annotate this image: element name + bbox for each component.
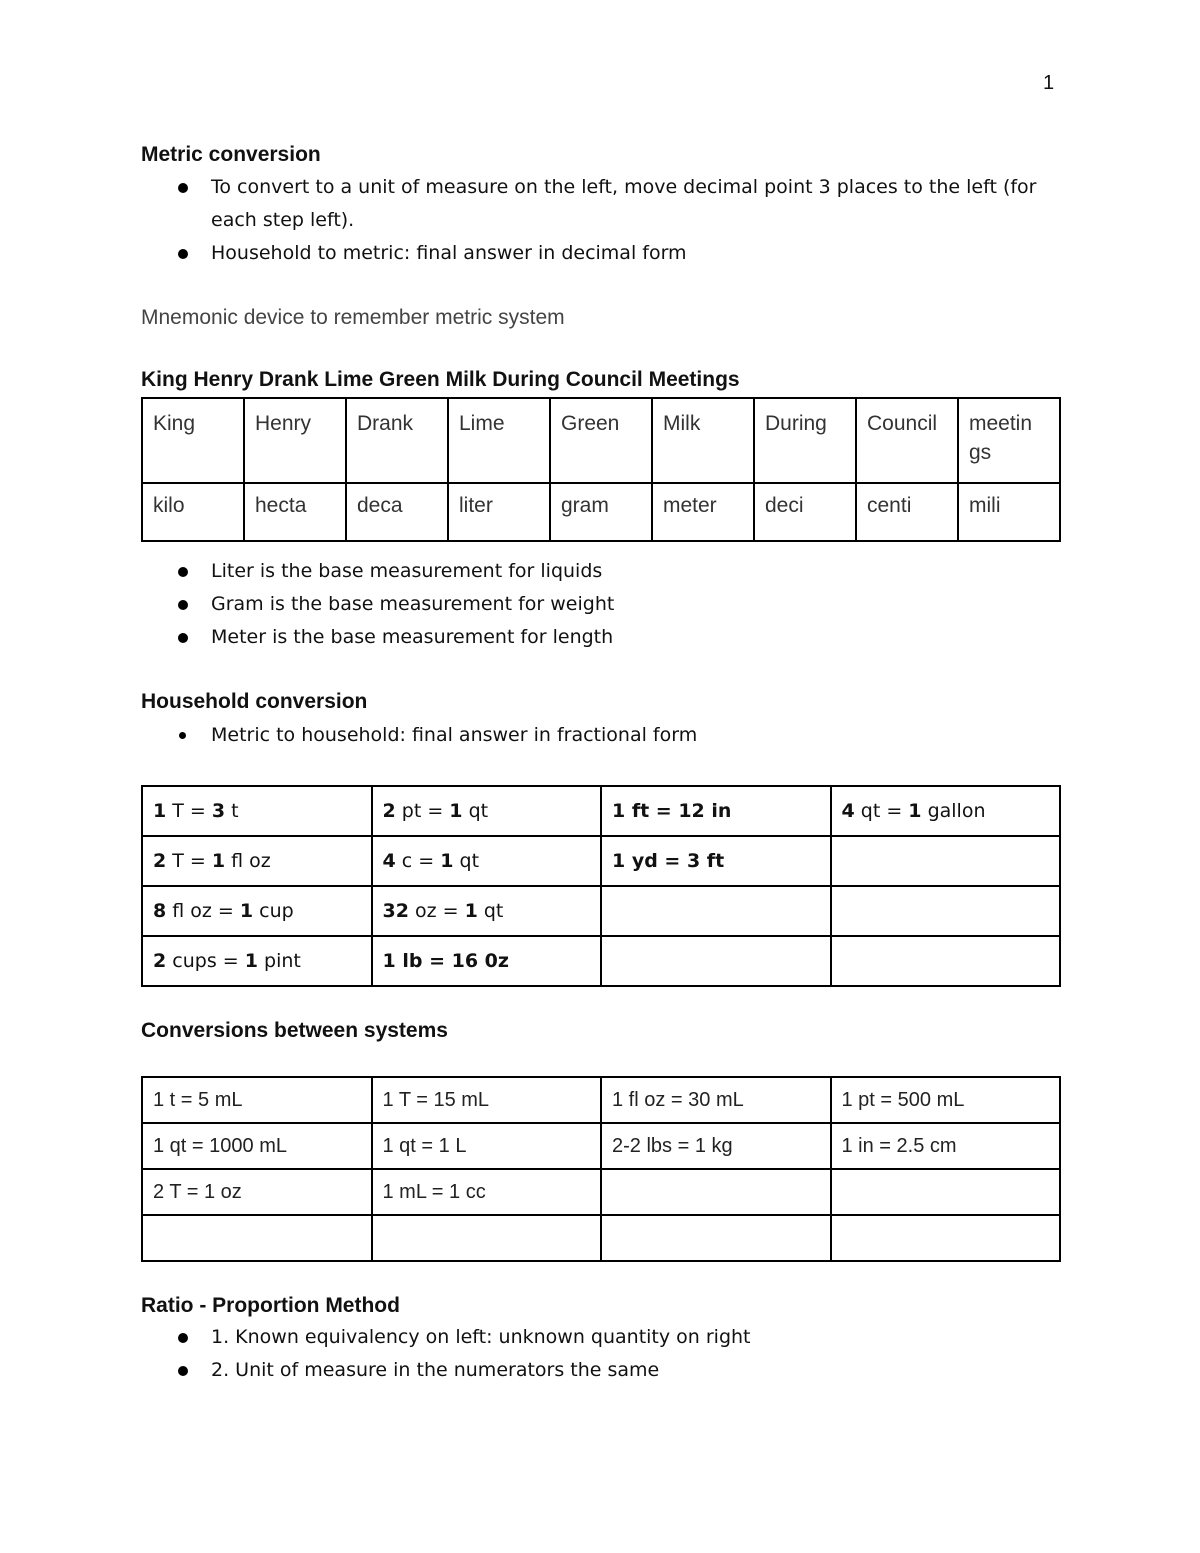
table-cell: gram: [550, 483, 652, 541]
table-cell: liter: [448, 483, 550, 541]
mnemonic-label: Mnemonic device to remember metric system: [141, 306, 565, 329]
table-row: [142, 936, 1060, 986]
table-cell: 1 T = 3 t: [142, 786, 372, 836]
table-cell: 1 yd = 3 ft: [601, 836, 831, 886]
table-cell: 1 pt = 500 mL: [831, 1077, 1061, 1123]
table-cell: 8 fl oz = 1 cup: [142, 886, 372, 936]
table-cell: 2-2 lbs = 1 kg: [601, 1123, 831, 1169]
household-table-body: [142, 786, 1060, 986]
table-cell: deca: [346, 483, 448, 541]
mnemonic-title: King Henry Drank Lime Green Milk During Council Meetings: [141, 368, 740, 391]
table-cell: Henry: [244, 398, 346, 483]
household-bullet-list: [141, 719, 1061, 752]
table-cell: deci: [754, 483, 856, 541]
table-cell: 4 qt = 1 gallon: [831, 786, 1061, 836]
table-row: [142, 1169, 1060, 1215]
table-cell: 1 qt = 1 L: [372, 1123, 602, 1169]
table-cell: King: [142, 398, 244, 483]
systems-table-body: [142, 1077, 1060, 1261]
table-cell: hecta: [244, 483, 346, 541]
list-item: Household to metric: final answer in decimal form: [141, 237, 1061, 270]
table-cell: [601, 936, 831, 986]
table-cell: [831, 836, 1061, 886]
list-item: Gram is the base measurement for weight: [141, 588, 1061, 621]
table-cell: 2 pt = 1 qt: [372, 786, 602, 836]
table-row: [142, 1123, 1060, 1169]
table-row: [142, 1077, 1060, 1123]
table-cell: meetin gs: [958, 398, 1060, 483]
systems-table: [141, 1076, 1061, 1262]
table-cell: meter: [652, 483, 754, 541]
table-cell: 1 ft = 12 in: [601, 786, 831, 836]
table-cell: [372, 1215, 602, 1261]
household-conversion-heading: Household conversion: [141, 690, 368, 713]
table-cell: 4 c = 1 qt: [372, 836, 602, 886]
table-cell: [601, 1215, 831, 1261]
table-cell: Green: [550, 398, 652, 483]
table-cell: 1 mL = 1 cc: [372, 1169, 602, 1215]
metric-bullet-list: [141, 171, 1061, 270]
table-cell: [601, 1169, 831, 1215]
table-cell: 1 in = 2.5 cm: [831, 1123, 1061, 1169]
table-cell: 2 T = 1 oz: [142, 1169, 372, 1215]
base-measurement-list: [141, 555, 1061, 654]
household-table: [141, 785, 1061, 987]
table-cell: Council: [856, 398, 958, 483]
list-item: Metric to household: final answer in fractional form: [141, 719, 1061, 752]
list-item: 1. Known equivalency on left: unknown quantity on right: [141, 1321, 1061, 1354]
table-row: [142, 1215, 1060, 1261]
table-cell: centi: [856, 483, 958, 541]
table-cell: [831, 1215, 1061, 1261]
table-cell: During: [754, 398, 856, 483]
table-cell: 2 cups = 1 pint: [142, 936, 372, 986]
table-cell: 1 qt = 1000 mL: [142, 1123, 372, 1169]
table-row: [142, 398, 1060, 483]
table-cell: [601, 886, 831, 936]
table-cell: [831, 886, 1061, 936]
page-number: 1: [1043, 72, 1055, 94]
list-item: Meter is the base measurement for length: [141, 621, 1061, 654]
table-cell: 1 T = 15 mL: [372, 1077, 602, 1123]
table-cell: mili: [958, 483, 1060, 541]
table-row: [142, 786, 1060, 836]
table-cell: Drank: [346, 398, 448, 483]
table-cell: [831, 936, 1061, 986]
table-row: [142, 483, 1060, 541]
table-cell: [831, 1169, 1061, 1215]
table-cell: Milk: [652, 398, 754, 483]
table-cell: 1 t = 5 mL: [142, 1077, 372, 1123]
table-cell: 1 fl oz = 30 mL: [601, 1077, 831, 1123]
table-row: [142, 836, 1060, 886]
table-cell: 2 T = 1 fl oz: [142, 836, 372, 886]
table-cell: kilo: [142, 483, 244, 541]
table-cell: 32 oz = 1 qt: [372, 886, 602, 936]
conversions-between-systems-heading: Conversions between systems: [141, 1019, 448, 1042]
mnemonic-table: [141, 397, 1061, 542]
metric-conversion-heading: Metric conversion: [141, 143, 321, 166]
table-cell: [142, 1215, 372, 1261]
table-cell: Lime: [448, 398, 550, 483]
table-cell: 1 lb = 16 0z: [372, 936, 602, 986]
ratio-bullet-list: [141, 1321, 1061, 1387]
list-item: To convert to a unit of measure on the left, move decimal point 3 places to the left (for each step left).: [141, 171, 1061, 237]
table-row: [142, 886, 1060, 936]
list-item: Liter is the base measurement for liquids: [141, 555, 1061, 588]
ratio-proportion-heading: Ratio - Proportion Method: [141, 1294, 400, 1317]
list-item: 2. Unit of measure in the numerators the same: [141, 1354, 1061, 1387]
